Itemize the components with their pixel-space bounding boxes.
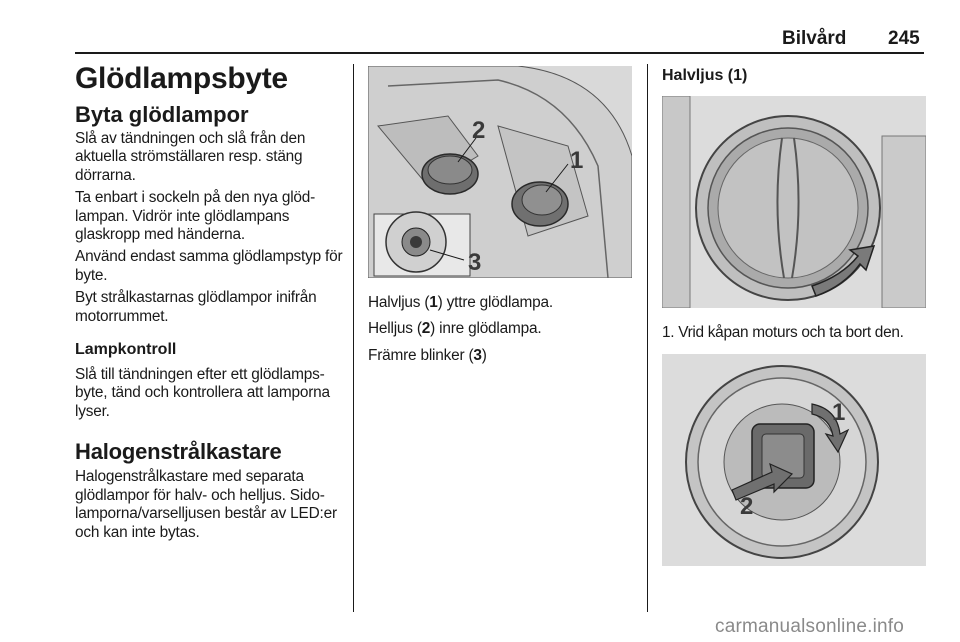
low-beam-heading: Halvljus (1): [662, 67, 748, 84]
paragraph: Slå av tändningen och slå från den aktuella strömställaren resp. stäng dörrarna.: [75, 130, 306, 184]
cover-removal-figure: [662, 96, 926, 308]
caption-indicator: Främre blinker (3): [368, 346, 487, 364]
halogen-text: Halogenstrålkastare med separata glödlampor för halv- och helljus. Sido-lamporna/varselljusen består av LED:er och kan inte bytas.: [75, 468, 337, 541]
step-item: 1. Vrid kåpan moturs och ta bort den.: [662, 324, 904, 341]
paragraph: Ta enbart i sockeln på den nya glöd-lampan. Vidrör inte glödlampans glaskropp med händerna.: [75, 189, 316, 244]
column-right: [662, 66, 926, 566]
section-subtitle: Byta glödlampor: [75, 102, 249, 127]
bulb-removal-figure: [662, 354, 926, 566]
paragraph: Byt strålkastarnas glödlampor inifrån motorrummet.: [75, 289, 317, 325]
callout-2: 2: [472, 117, 486, 144]
halogen-heading: Halogenstrålkastare: [75, 439, 282, 465]
header-rule: [75, 52, 924, 54]
callout-1: 1: [570, 147, 584, 174]
caption-low-beam: Halvljus (1) yttre glödlampa.: [368, 294, 553, 311]
page-number: 245: [888, 28, 920, 49]
lamp-check-heading: Lampkontroll: [75, 341, 177, 359]
watermark: carmanualsonline.info: [715, 616, 905, 637]
headlamp-rear-figure: [368, 66, 632, 278]
header-section-title: Bilvård: [782, 28, 847, 49]
callout-2: 2: [740, 493, 754, 520]
paragraph: Använd endast samma glödlampstyp för byte.: [75, 248, 343, 284]
column-middle: [368, 66, 632, 373]
column-divider: [647, 64, 648, 612]
page-title: Glödlampsbyte: [75, 62, 288, 95]
callout-3: 3: [468, 249, 482, 276]
callout-1: 1: [832, 399, 846, 426]
caption-high-beam: Helljus (2) inre glödlampa.: [368, 320, 542, 338]
lamp-check-text: Slå till tändningen efter ett glödlamps-byte, tänd och kontrollera att lamporna lyser.: [75, 366, 330, 420]
steps-list: [662, 324, 926, 342]
column-divider: [353, 64, 354, 612]
column-left: [75, 62, 343, 546]
